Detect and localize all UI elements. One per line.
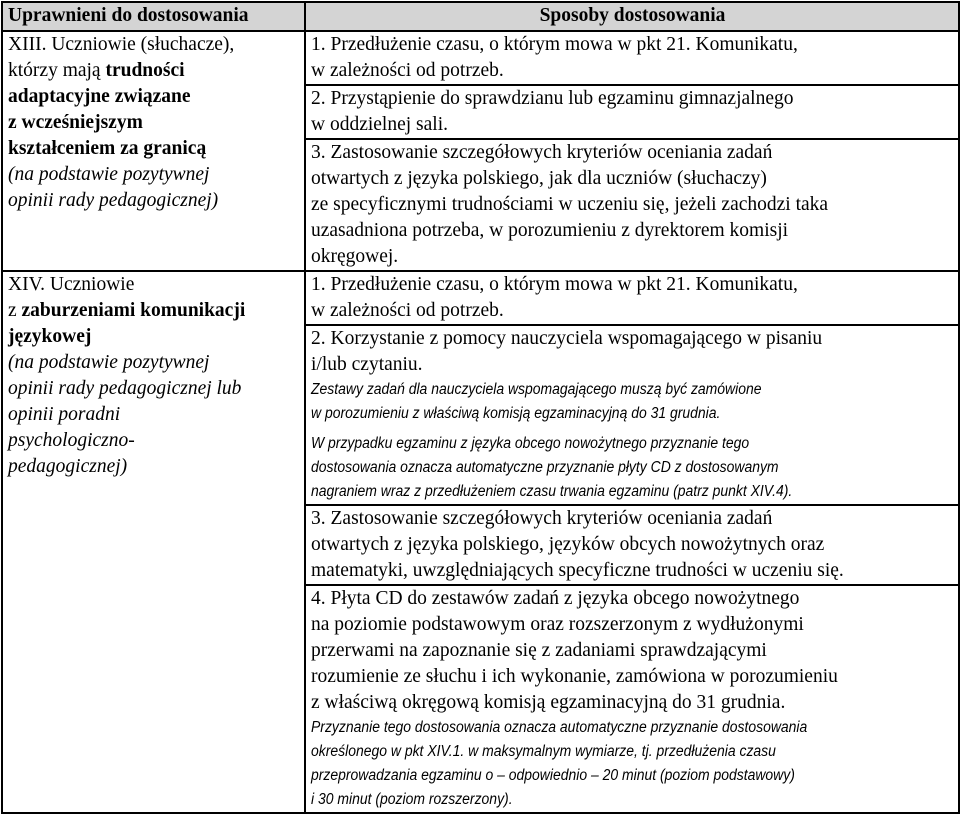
line: okręgowej. bbox=[311, 246, 399, 267]
line: rozumienie ze słuchu i ich wykonanie, zamówiona w porozumieniu bbox=[311, 666, 838, 687]
note-line: określonego w pkt XIV.1. w maksymalnym wymiarze, tj. przedłużenia czasu bbox=[311, 743, 776, 760]
group-xiii-eligible bbox=[2, 31, 305, 271]
note-line: Zestawy zadań dla nauczyciela wspomagającego muszą być zamówione bbox=[311, 381, 762, 398]
line: na poziomie podstawowym oraz rozszerzonym z wydłużonymi bbox=[311, 614, 804, 635]
line: opinii rady pedagogicznej lub bbox=[8, 378, 242, 399]
line: i/lub czytaniu. bbox=[311, 354, 423, 375]
line: przerwami na zapoznanie się z zadaniami sprawdzającymi bbox=[311, 640, 767, 661]
line: w zależności od potrzeb. bbox=[311, 300, 504, 321]
accommodations-table bbox=[1, 1, 960, 814]
note-line: Przyznanie tego dostosowania oznacza automatyczne przyznanie dostosowania bbox=[311, 719, 808, 736]
note-line: i 30 minut (poziom rozszerzony). bbox=[311, 791, 513, 808]
line: z właściwą okręgową komisją egzaminacyjną do 31 grudnia. bbox=[311, 692, 786, 713]
line: z wcześniejszym bbox=[8, 112, 143, 133]
line: matematyki, uwzględniających specyficzne trudności w uczeniu się. bbox=[311, 560, 844, 581]
note-line: nagraniem wraz z przedłużeniem czasu trwania egzaminu (patrz punkt XIV.4). bbox=[311, 483, 793, 500]
line: otwartych z języka polskiego, jak dla uczniów (słuchaczy) bbox=[311, 168, 767, 189]
header-row bbox=[2, 2, 959, 31]
line: 3. Zastosowanie szczegółowych kryteriów oceniania zadań bbox=[311, 508, 773, 529]
line: (na podstawie pozytywnej bbox=[8, 164, 210, 185]
line: 4. Płyta CD do zestawów zadań z języka obcego nowożytnego bbox=[311, 588, 800, 609]
header-methods: Sposoby dostosowania bbox=[305, 2, 959, 31]
line: językowej bbox=[8, 326, 92, 347]
group-xiv-item-3 bbox=[305, 505, 959, 585]
line: ze specyficznymi trudnościami w uczeniu się, jeżeli zachodzi taka bbox=[311, 194, 829, 215]
group-xiv-item-4 bbox=[305, 585, 959, 813]
line: XIII. Uczniowie (słuchacze), bbox=[8, 34, 235, 55]
line: 2. Przystąpienie do sprawdzianu lub egzaminu gimnazjalnego bbox=[311, 88, 794, 109]
group-xiv-row bbox=[2, 271, 959, 325]
group-xiv-item-2 bbox=[305, 325, 959, 505]
text: z bbox=[8, 300, 22, 321]
line: uzasadniona potrzeba, w porozumieniu z dyrektorem komisji bbox=[311, 220, 789, 241]
text: którzy mają bbox=[8, 60, 106, 81]
line: 3. Zastosowanie szczegółowych kryteriów oceniania zadań bbox=[311, 142, 773, 163]
line: opinii rady pedagogicznej) bbox=[8, 190, 219, 211]
group-xiii-item-2 bbox=[305, 85, 959, 139]
line: w oddzielnej sali. bbox=[311, 114, 449, 135]
group-xiv-eligible bbox=[2, 271, 305, 813]
note-line: przeprowadzania egzaminu o – odpowiednio – 20 minut (poziom podstawowy) bbox=[311, 767, 795, 784]
note-line: dostosowania oznacza automatyczne przyznanie płyty CD z dostosowanym bbox=[311, 459, 779, 476]
note-line: w porozumieniu z właściwą komisją egzaminacyjną do 31 grudnia. bbox=[311, 405, 721, 422]
line bbox=[8, 58, 300, 84]
bold-text: trudności bbox=[105, 60, 185, 81]
line: pedagogicznej) bbox=[8, 456, 128, 477]
group-xiv-item-1 bbox=[305, 271, 959, 325]
header-eligible: Uprawnieni do dostosowania bbox=[2, 2, 305, 31]
line: (na podstawie pozytywnej bbox=[8, 352, 210, 373]
line: otwartych z języka polskiego, języków obcych nowożytnych oraz bbox=[311, 534, 825, 555]
line: 1. Przedłużenie czasu, o którym mowa w pkt 21. Komunikatu, bbox=[311, 274, 798, 295]
line: w zależności od potrzeb. bbox=[311, 60, 504, 81]
line bbox=[8, 298, 300, 324]
bold-text: zaburzeniami komunikacji bbox=[21, 300, 246, 321]
line: 2. Korzystanie z pomocy nauczyciela wspomagającego w pisaniu bbox=[311, 328, 823, 349]
line: 1. Przedłużenie czasu, o którym mowa w pkt 21. Komunikatu, bbox=[311, 34, 798, 55]
group-xiii-item-3 bbox=[305, 139, 959, 271]
line: opinii poradni bbox=[8, 404, 121, 425]
note-line: W przypadku egzaminu z języka obcego nowożytnego przyznanie tego bbox=[311, 435, 750, 452]
line: kształceniem za granicą bbox=[8, 138, 207, 159]
group-xiii-row bbox=[2, 31, 959, 85]
line: XIV. Uczniowie bbox=[8, 274, 135, 295]
line: psychologiczno- bbox=[8, 430, 135, 451]
line: adaptacyjne związane bbox=[8, 86, 191, 107]
group-xiii-item-1 bbox=[305, 31, 959, 85]
